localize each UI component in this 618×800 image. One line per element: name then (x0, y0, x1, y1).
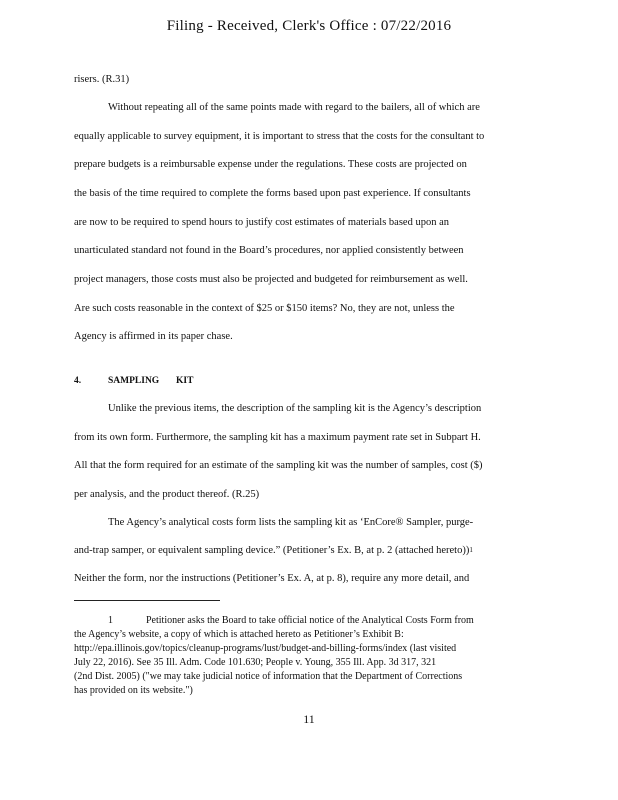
footnote-marker: 1 (108, 615, 113, 626)
body-line: risers. (R.31) (74, 74, 130, 85)
body-line: are now to be required to spend hours to justify cost estimates of materials based upon an (74, 217, 449, 228)
body-line: unarticulated standard not found in the Board’s procedures, nor applied consistently between (74, 245, 464, 256)
body-line: Without repeating all of the same points made with regard to the bailers, all of which are (108, 102, 480, 113)
body-line: per analysis, and the product thereof. (R.25) (74, 489, 260, 500)
body-line: Are such costs reasonable in the context of $25 or $150 items? No, they are not, unless the (74, 303, 455, 314)
section-number: 4. (74, 376, 82, 386)
body-line: The Agency’s analytical costs form lists the sampling kit as ‘EnCore® Sampler, purge- (108, 517, 474, 528)
body-line: equally applicable to survey equipment, it is important to stress that the costs for the consultant to (74, 131, 485, 142)
section-title-word2: KIT (176, 376, 194, 386)
body-line: Unlike the previous items, the description of the sampling kit is the Agency’s description (108, 403, 482, 414)
footnote-line: Petitioner asks the Board to take official notice of the Analytical Costs Form from (146, 615, 474, 626)
footnote-line: has provided on its website.") (74, 685, 193, 696)
page-number: 11 (303, 712, 315, 726)
footnote-divider (74, 600, 220, 601)
footnote-line: July 22, 2016). See 35 Ill. Adm. Code 101.630; People v. Young, 355 Ill. App. 3d 317, 321 (74, 657, 437, 668)
footnote-reference: 1 (469, 546, 473, 554)
filing-stamp-header: Filing - Received, Clerk's Office : 07/22/2016 (166, 18, 452, 34)
body-line-text: and-trap samper, or equivalent sampling device.” (Petitioner’s Ex. B, at p. 2 (attached hereto)) (74, 545, 470, 556)
footnote-line: (2nd Dist. 2005) ("we may take judicial notice of information that the Department of Corrections (74, 671, 463, 682)
body-line: Neither the form, nor the instructions (Petitioner’s Ex. A, at p. 8), require any more detail, and (74, 573, 470, 584)
body-line (74, 544, 473, 558)
body-line: prepare budgets is a reimbursable expense under the regulations. These costs are projected on (74, 159, 467, 170)
footnote-url-line: http://epa.illinois.gov/topics/cleanup-programs/lust/budget-and-billing-forms/index (last visited (74, 643, 457, 654)
body-line: Agency is affirmed in its paper chase. (74, 331, 233, 342)
body-line: All that the form required for an estimate of the sampling kit was the number of samples, cost ($) (74, 460, 483, 471)
section-title-word1: SAMPLING (108, 376, 160, 386)
body-line: the basis of the time required to complete the forms based upon past experience. If consultants (74, 188, 471, 199)
body-line: from its own form. Furthermore, the sampling kit has a maximum payment rate set in Subpart H. (74, 432, 481, 443)
footnote-line: the Agency’s website, a copy of which is attached hereto as Petitioner’s Exhibit B: (74, 629, 404, 640)
body-line: project managers, those costs must also be projected and budgeted for reimbursement as well. (74, 274, 468, 285)
